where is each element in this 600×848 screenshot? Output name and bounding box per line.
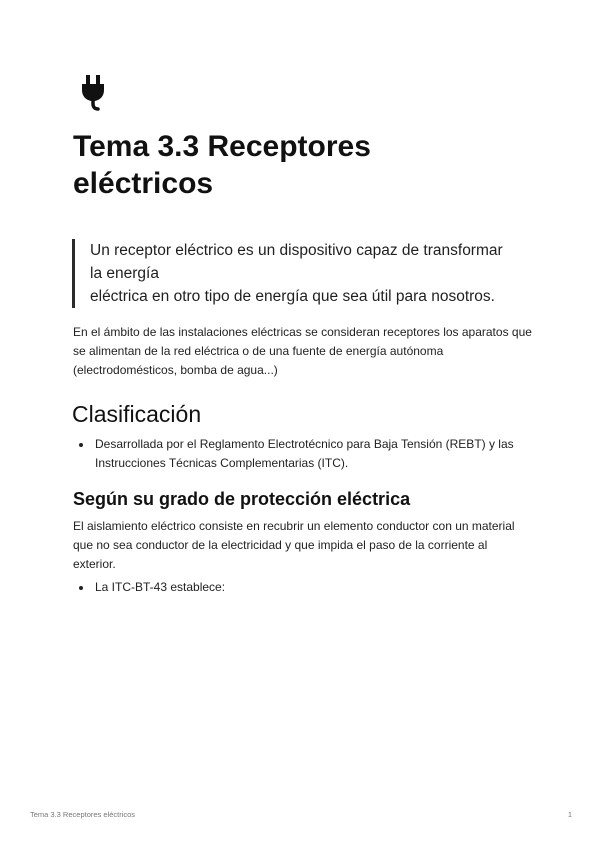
list-item: Desarrollada por el Reglamento Electrotécnico para Baja Tensión (REBT) y las Instrucciones Técnicas Complementarias (ITC). [73, 435, 533, 473]
quote-line: Un receptor eléctrico es un dispositivo capaz de transformar [90, 242, 503, 259]
footer-title: Tema 3.3 Receptores eléctricos [30, 810, 136, 819]
subsection-heading: Según su grado de protección eléctrica [73, 489, 411, 509]
bullet-list [73, 578, 533, 597]
subsection-paragraph: El aislamiento eléctrico consiste en recubrir un elemento conductor con un material que no sea conductor de la electricidad y que impida el paso de la corriente al exterior. [73, 519, 515, 571]
quote-line: la energía [90, 265, 159, 282]
section-heading: Clasificación [72, 401, 202, 427]
list-item: La ITC-BT-43 establece: [73, 578, 533, 597]
page-icon [80, 75, 106, 113]
quote-line: eléctrica en otro tipo de energía que sea útil para nosotros. [90, 288, 495, 305]
electric-plug-icon [80, 75, 106, 113]
blockquote [72, 239, 550, 308]
page-title: Tema 3.3 Receptores eléctricos [73, 130, 371, 200]
bullet-list [73, 435, 533, 473]
intro-paragraph: En el ámbito de las instalaciones eléctricas se consideran receptores los aparatos que se alimentan de la red eléctrica o de una fuente de energía autónoma (electrodomésticos, bomba de agua...) [73, 325, 532, 377]
page-number: 1 [567, 810, 572, 819]
